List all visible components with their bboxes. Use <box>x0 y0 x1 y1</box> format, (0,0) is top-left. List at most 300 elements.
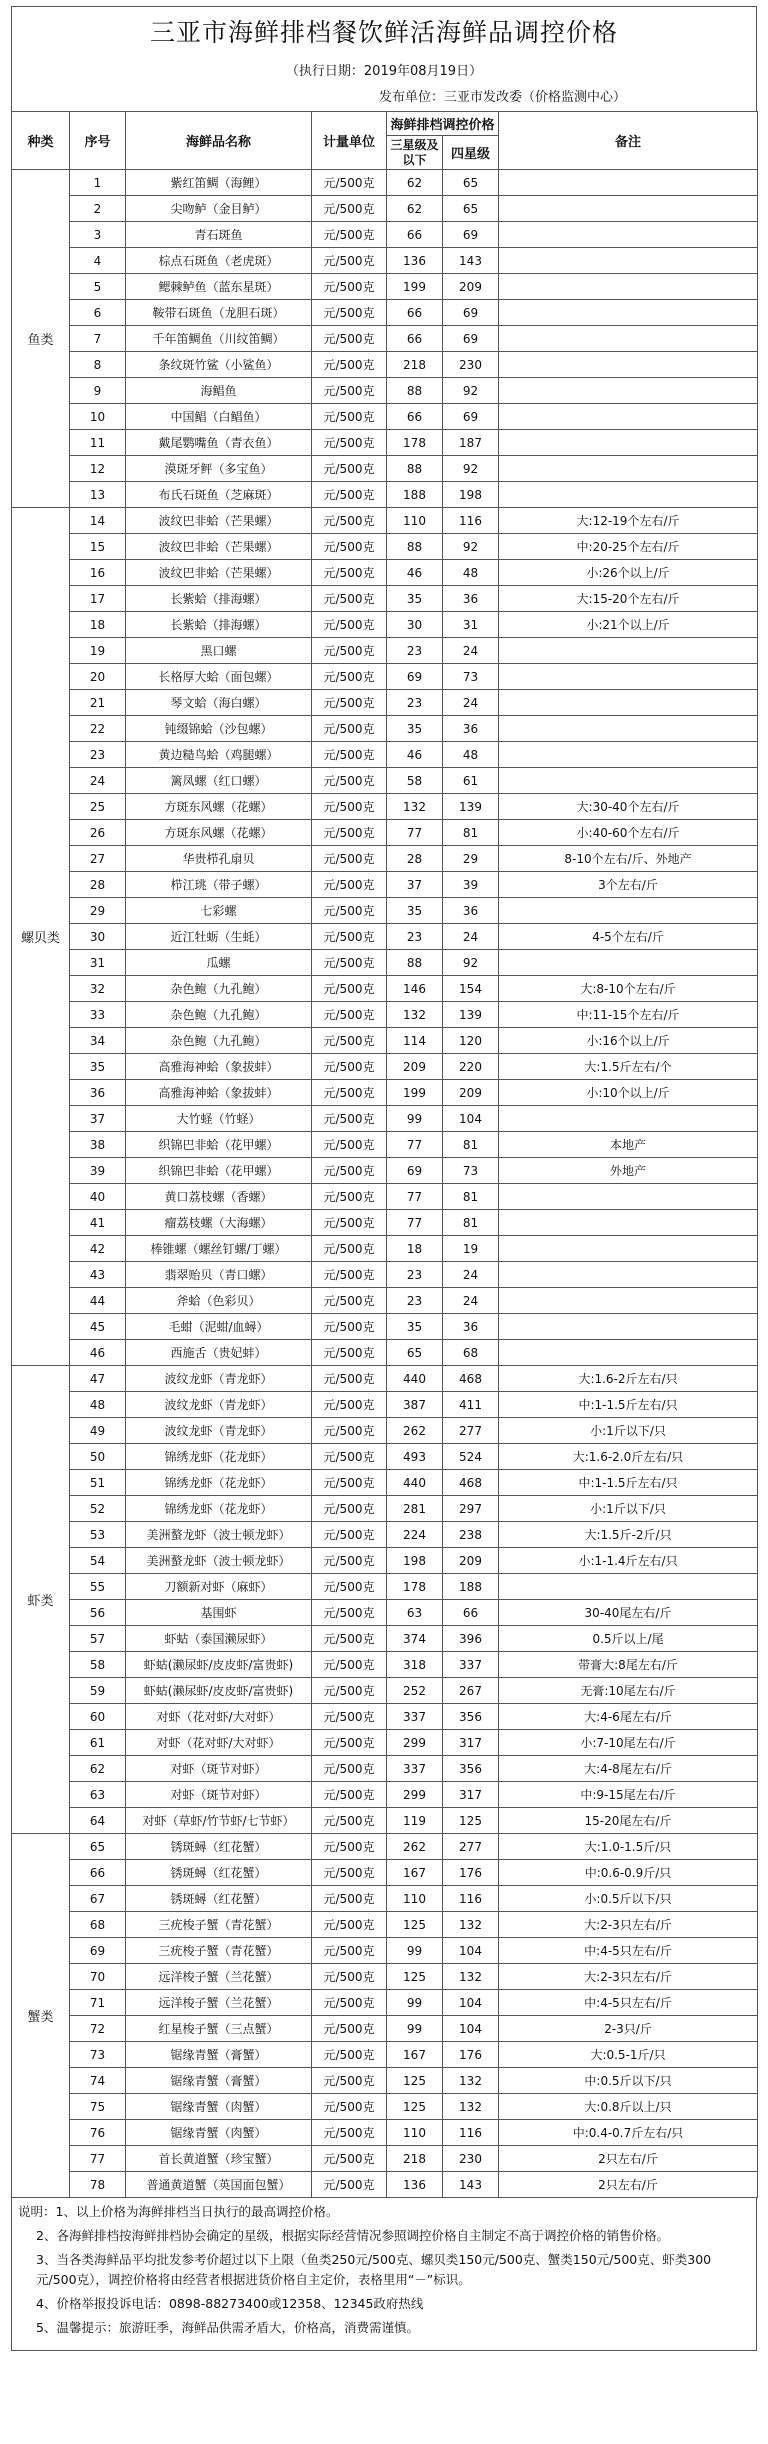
price-four-star-cell: 238 <box>443 1522 499 1548</box>
price-three-star-cell: 99 <box>387 1106 443 1132</box>
unit-cell: 元/500克 <box>312 1002 387 1028</box>
price-three-star-cell: 218 <box>387 2146 443 2172</box>
price-four-star-cell: 230 <box>443 352 499 378</box>
price-three-star-cell: 23 <box>387 924 443 950</box>
index-cell: 54 <box>70 1548 126 1574</box>
price-three-star-cell: 77 <box>387 1184 443 1210</box>
table-row <box>12 222 758 248</box>
price-four-star-cell: 65 <box>443 170 499 196</box>
unit-cell: 元/500克 <box>312 1548 387 1574</box>
unit-cell: 元/500克 <box>312 2146 387 2172</box>
index-cell: 55 <box>70 1574 126 1600</box>
index-cell: 25 <box>70 794 126 820</box>
price-four-star-cell: 104 <box>443 1990 499 2016</box>
table-row <box>12 300 758 326</box>
unit-cell: 元/500克 <box>312 2172 387 2198</box>
table-row <box>12 2042 758 2068</box>
index-cell: 62 <box>70 1756 126 1782</box>
table-row <box>12 1366 758 1392</box>
unit-cell: 元/500克 <box>312 950 387 976</box>
index-cell: 69 <box>70 1938 126 1964</box>
table-row <box>12 1860 758 1886</box>
index-cell: 19 <box>70 638 126 664</box>
table-row <box>12 1340 758 1366</box>
name-cell: 琴文蛤（海白螺） <box>126 690 312 716</box>
table-row <box>12 1444 758 1470</box>
unit-cell: 元/500克 <box>312 1678 387 1704</box>
table-row <box>12 378 758 404</box>
price-four-star-cell: 468 <box>443 1470 499 1496</box>
price-four-star-cell: 36 <box>443 1314 499 1340</box>
price-three-star-cell: 88 <box>387 950 443 976</box>
price-four-star-cell: 337 <box>443 1652 499 1678</box>
price-four-star-cell: 69 <box>443 404 499 430</box>
price-four-star-cell: 69 <box>443 222 499 248</box>
table-row <box>12 170 758 196</box>
price-three-star-cell: 114 <box>387 1028 443 1054</box>
note-cell: 小:0.5斤以下/只 <box>499 1886 758 1912</box>
price-four-star-cell: 116 <box>443 2120 499 2146</box>
note-cell <box>499 1184 758 1210</box>
index-cell: 60 <box>70 1704 126 1730</box>
price-four-star-cell: 19 <box>443 1236 499 1262</box>
table-row <box>12 1002 758 1028</box>
index-cell: 26 <box>70 820 126 846</box>
table-row <box>12 1678 758 1704</box>
unit-cell: 元/500克 <box>312 222 387 248</box>
price-three-star-cell: 23 <box>387 690 443 716</box>
price-four-star-cell: 116 <box>443 1886 499 1912</box>
unit-cell: 元/500克 <box>312 1106 387 1132</box>
index-cell: 56 <box>70 1600 126 1626</box>
unit-cell: 元/500克 <box>312 2120 387 2146</box>
note-cell: 小:1斤以下/只 <box>499 1418 758 1444</box>
note-cell <box>499 300 758 326</box>
unit-cell: 元/500克 <box>312 1626 387 1652</box>
name-cell: 红星梭子蟹（三点蟹） <box>126 2016 312 2042</box>
unit-cell: 元/500克 <box>312 170 387 196</box>
name-cell: 黄边糙鸟蛤（鸡腿螺） <box>126 742 312 768</box>
note-cell: 大:1.6-2斤左右/只 <box>499 1366 758 1392</box>
name-cell: 鞍带石斑鱼（龙胆石斑） <box>126 300 312 326</box>
name-cell: 青石斑鱼 <box>126 222 312 248</box>
table-row <box>12 1626 758 1652</box>
name-cell: 虾蛄(濑尿虾/皮皮虾/富贵虾) <box>126 1652 312 1678</box>
unit-cell: 元/500克 <box>312 1756 387 1782</box>
index-cell: 58 <box>70 1652 126 1678</box>
price-four-star-cell: 24 <box>443 690 499 716</box>
unit-cell: 元/500克 <box>312 1938 387 1964</box>
header-category: 种类 <box>12 112 70 170</box>
price-four-star-cell: 468 <box>443 1366 499 1392</box>
table-row <box>12 326 758 352</box>
index-cell: 47 <box>70 1366 126 1392</box>
unit-cell: 元/500克 <box>312 1444 387 1470</box>
price-four-star-cell: 411 <box>443 1392 499 1418</box>
name-cell: 布氏石斑鱼（芝麻斑） <box>126 482 312 508</box>
price-four-star-cell: 143 <box>443 248 499 274</box>
price-three-star-cell: 119 <box>387 1808 443 1834</box>
table-row <box>12 1574 758 1600</box>
unit-cell: 元/500克 <box>312 638 387 664</box>
index-cell: 21 <box>70 690 126 716</box>
unit-cell: 元/500克 <box>312 1496 387 1522</box>
name-cell: 高雅海神蛤（象拔蚌） <box>126 1080 312 1106</box>
index-cell: 78 <box>70 2172 126 2198</box>
price-four-star-cell: 39 <box>443 872 499 898</box>
price-four-star-cell: 317 <box>443 1730 499 1756</box>
page-title: 三亚市海鲜排档餐饮鲜活海鲜品调控价格 <box>11 6 757 59</box>
name-cell: 杂色鲍（九孔鲍） <box>126 1002 312 1028</box>
table-row <box>12 612 758 638</box>
unit-cell: 元/500克 <box>312 794 387 820</box>
name-cell: 栉江珧（带子螺） <box>126 872 312 898</box>
price-four-star-cell: 220 <box>443 1054 499 1080</box>
index-cell: 39 <box>70 1158 126 1184</box>
name-cell: 大竹蛏（竹蛏） <box>126 1106 312 1132</box>
price-three-star-cell: 178 <box>387 430 443 456</box>
unit-cell: 元/500克 <box>312 716 387 742</box>
price-four-star-cell: 132 <box>443 2068 499 2094</box>
index-cell: 66 <box>70 1860 126 1886</box>
table-row <box>12 1054 758 1080</box>
price-four-star-cell: 24 <box>443 638 499 664</box>
note-cell <box>499 716 758 742</box>
unit-cell: 元/500克 <box>312 274 387 300</box>
price-three-star-cell: 125 <box>387 1964 443 1990</box>
table-row <box>12 898 758 924</box>
index-cell: 70 <box>70 1964 126 1990</box>
price-four-star-cell: 81 <box>443 1210 499 1236</box>
price-three-star-cell: 125 <box>387 1912 443 1938</box>
table-row <box>12 482 758 508</box>
note-cell <box>499 222 758 248</box>
table-row <box>12 2068 758 2094</box>
unit-cell: 元/500克 <box>312 430 387 456</box>
price-three-star-cell: 493 <box>387 1444 443 1470</box>
unit-cell: 元/500克 <box>312 898 387 924</box>
index-cell: 29 <box>70 898 126 924</box>
price-three-star-cell: 125 <box>387 2094 443 2120</box>
index-cell: 1 <box>70 170 126 196</box>
price-four-star-cell: 188 <box>443 1574 499 1600</box>
header-index: 序号 <box>70 112 126 170</box>
header-four-star: 四星级 <box>443 136 499 170</box>
name-cell: 对虾（花对虾/大对虾） <box>126 1704 312 1730</box>
note-cell: 本地产 <box>499 1132 758 1158</box>
price-three-star-cell: 66 <box>387 300 443 326</box>
price-four-star-cell: 36 <box>443 716 499 742</box>
unit-cell: 元/500克 <box>312 1236 387 1262</box>
price-four-star-cell: 81 <box>443 820 499 846</box>
note-cell <box>499 1262 758 1288</box>
header-name: 海鲜品名称 <box>126 112 312 170</box>
name-cell: 远洋梭子蟹（兰花蟹） <box>126 1964 312 1990</box>
index-cell: 12 <box>70 456 126 482</box>
note-cell: 小:26个以上/斤 <box>499 560 758 586</box>
name-cell: 长格厚大蛤（面包螺） <box>126 664 312 690</box>
table-row <box>12 1938 758 1964</box>
index-cell: 52 <box>70 1496 126 1522</box>
index-cell: 71 <box>70 1990 126 2016</box>
price-table <box>11 111 758 2198</box>
note-cell <box>499 482 758 508</box>
name-cell: 长紫蛤（排海螺） <box>126 586 312 612</box>
table-row <box>12 2172 758 2198</box>
index-cell: 43 <box>70 1262 126 1288</box>
unit-cell: 元/500克 <box>312 508 387 534</box>
price-three-star-cell: 77 <box>387 1132 443 1158</box>
note-cell: 中:1-1.5斤左右/只 <box>499 1470 758 1496</box>
name-cell: 对虾（斑节对虾） <box>126 1782 312 1808</box>
index-cell: 42 <box>70 1236 126 1262</box>
table-row <box>12 430 758 456</box>
index-cell: 36 <box>70 1080 126 1106</box>
index-cell: 7 <box>70 326 126 352</box>
price-three-star-cell: 337 <box>387 1756 443 1782</box>
unit-cell: 元/500克 <box>312 768 387 794</box>
price-three-star-cell: 167 <box>387 1860 443 1886</box>
price-three-star-cell: 35 <box>387 716 443 742</box>
price-three-star-cell: 99 <box>387 2016 443 2042</box>
index-cell: 41 <box>70 1210 126 1236</box>
price-three-star-cell: 35 <box>387 898 443 924</box>
index-cell: 57 <box>70 1626 126 1652</box>
unit-cell: 元/500克 <box>312 1418 387 1444</box>
price-three-star-cell: 58 <box>387 768 443 794</box>
price-three-star-cell: 30 <box>387 612 443 638</box>
note-cell: 中:9-15尾左右/斤 <box>499 1782 758 1808</box>
note-cell: 大:0.8斤以上/只 <box>499 2094 758 2120</box>
name-cell: 瓜螺 <box>126 950 312 976</box>
note-cell: 大:1.0-1.5斤/只 <box>499 1834 758 1860</box>
unit-cell: 元/500克 <box>312 560 387 586</box>
price-four-star-cell: 277 <box>443 1418 499 1444</box>
name-cell: 条纹斑竹鲨（小鲨鱼） <box>126 352 312 378</box>
index-cell: 13 <box>70 482 126 508</box>
note-cell: 中:0.6-0.9斤/只 <box>499 1860 758 1886</box>
price-three-star-cell: 69 <box>387 1158 443 1184</box>
unit-cell: 元/500克 <box>312 1288 387 1314</box>
price-three-star-cell: 374 <box>387 1626 443 1652</box>
table-row <box>12 716 758 742</box>
price-four-star-cell: 61 <box>443 768 499 794</box>
index-cell: 24 <box>70 768 126 794</box>
note-cell <box>499 170 758 196</box>
name-cell: 七彩螺 <box>126 898 312 924</box>
index-cell: 3 <box>70 222 126 248</box>
unit-cell: 元/500克 <box>312 248 387 274</box>
index-cell: 31 <box>70 950 126 976</box>
unit-cell: 元/500克 <box>312 1782 387 1808</box>
publisher: 发布单位：三亚市发改委（价格监测中心） <box>11 85 757 111</box>
index-cell: 61 <box>70 1730 126 1756</box>
name-cell: 织锦巴非蛤（花甲螺） <box>126 1132 312 1158</box>
effective-date: （执行日期：2019年08月19日） <box>11 59 757 85</box>
table-row <box>12 846 758 872</box>
table-row <box>12 1756 758 1782</box>
name-cell: 波纹龙虾（青龙虾） <box>126 1366 312 1392</box>
unit-cell: 元/500克 <box>312 1574 387 1600</box>
unit-cell: 元/500克 <box>312 664 387 690</box>
name-cell: 虾蛄(濑尿虾/皮皮虾/富贵虾) <box>126 1678 312 1704</box>
price-four-star-cell: 92 <box>443 378 499 404</box>
table-row <box>12 1314 758 1340</box>
note-cell: 8-10个左右/斤、外地产 <box>499 846 758 872</box>
price-three-star-cell: 218 <box>387 352 443 378</box>
note-cell: 大:1.5斤-2斤/只 <box>499 1522 758 1548</box>
note-cell <box>499 430 758 456</box>
name-cell: 远洋梭子蟹（兰花蟹） <box>126 1990 312 2016</box>
price-three-star-cell: 23 <box>387 638 443 664</box>
table-row <box>12 1288 758 1314</box>
index-cell: 44 <box>70 1288 126 1314</box>
index-cell: 50 <box>70 1444 126 1470</box>
name-cell: 对虾（草虾/竹节虾/七节虾） <box>126 1808 312 1834</box>
name-cell: 戴尾鹦嘴鱼（青衣鱼） <box>126 430 312 456</box>
price-four-star-cell: 524 <box>443 1444 499 1470</box>
price-three-star-cell: 88 <box>387 378 443 404</box>
note-cell: 中:4-5只左右/斤 <box>499 1990 758 2016</box>
index-cell: 37 <box>70 1106 126 1132</box>
price-three-star-cell: 88 <box>387 534 443 560</box>
note-cell: 大:2-3只左右/斤 <box>499 1964 758 1990</box>
unit-cell: 元/500克 <box>312 456 387 482</box>
index-cell: 63 <box>70 1782 126 1808</box>
price-four-star-cell: 24 <box>443 1288 499 1314</box>
note-cell: 中:1-1.5斤左右/只 <box>499 1392 758 1418</box>
price-four-star-cell: 139 <box>443 1002 499 1028</box>
price-three-star-cell: 62 <box>387 196 443 222</box>
name-cell: 方斑东风螺（花螺） <box>126 820 312 846</box>
index-cell: 18 <box>70 612 126 638</box>
name-cell: 杂色鲍（九孔鲍） <box>126 976 312 1002</box>
note-cell <box>499 1340 758 1366</box>
unit-cell: 元/500克 <box>312 2016 387 2042</box>
note-cell: 无膏:10尾左右/斤 <box>499 1678 758 1704</box>
note-cell: 小:7-10尾左右/斤 <box>499 1730 758 1756</box>
table-row <box>12 1418 758 1444</box>
note-cell <box>499 1314 758 1340</box>
name-cell: 方斑东风螺（花螺） <box>126 794 312 820</box>
price-three-star-cell: 224 <box>387 1522 443 1548</box>
note-cell: 30-40尾左右/斤 <box>499 1600 758 1626</box>
name-cell: 长紫蛤（排海螺） <box>126 612 312 638</box>
unit-cell: 元/500克 <box>312 300 387 326</box>
name-cell: 美洲螯龙虾（波士顿龙虾） <box>126 1548 312 1574</box>
header-price-group: 海鲜排档调控价格 <box>387 112 499 136</box>
note-cell <box>499 1236 758 1262</box>
price-three-star-cell: 46 <box>387 560 443 586</box>
price-four-star-cell: 65 <box>443 196 499 222</box>
price-three-star-cell: 63 <box>387 1600 443 1626</box>
unit-cell: 元/500克 <box>312 1886 387 1912</box>
price-four-star-cell: 209 <box>443 274 499 300</box>
unit-cell: 元/500克 <box>312 1158 387 1184</box>
table-row <box>12 1782 758 1808</box>
name-cell: 高雅海神蛤（象拔蚌） <box>126 1054 312 1080</box>
note-cell <box>499 326 758 352</box>
price-three-star-cell: 23 <box>387 1262 443 1288</box>
index-cell: 35 <box>70 1054 126 1080</box>
table-row <box>12 1808 758 1834</box>
index-cell: 23 <box>70 742 126 768</box>
name-cell: 华贵栉孔扇贝 <box>126 846 312 872</box>
price-three-star-cell: 299 <box>387 1782 443 1808</box>
price-four-star-cell: 267 <box>443 1678 499 1704</box>
index-cell: 68 <box>70 1912 126 1938</box>
table-row <box>12 1704 758 1730</box>
price-four-star-cell: 48 <box>443 560 499 586</box>
unit-cell: 元/500克 <box>312 924 387 950</box>
table-row <box>12 352 758 378</box>
name-cell: 锈斑蟳（红花蟹） <box>126 1860 312 1886</box>
price-three-star-cell: 337 <box>387 1704 443 1730</box>
name-cell: 普通黄道蟹（英国面包蟹） <box>126 2172 312 2198</box>
note-cell: 4-5个左右/斤 <box>499 924 758 950</box>
price-three-star-cell: 318 <box>387 1652 443 1678</box>
unit-cell: 元/500克 <box>312 1912 387 1938</box>
index-cell: 48 <box>70 1392 126 1418</box>
index-cell: 38 <box>70 1132 126 1158</box>
index-cell: 32 <box>70 976 126 1002</box>
table-row <box>12 1652 758 1678</box>
unit-cell: 元/500克 <box>312 586 387 612</box>
index-cell: 74 <box>70 2068 126 2094</box>
note-4: 4、价格举报投诉电话：0898-88273400或12358、12345政府热线 <box>36 2296 424 2311</box>
price-four-star-cell: 24 <box>443 924 499 950</box>
note-cell <box>499 768 758 794</box>
note-cell: 15-20尾左右/斤 <box>499 1808 758 1834</box>
name-cell: 毛蚶（泥蚶/血蟳） <box>126 1314 312 1340</box>
unit-cell: 元/500克 <box>312 1392 387 1418</box>
price-three-star-cell: 262 <box>387 1418 443 1444</box>
name-cell: 锦绣龙虾（花龙虾） <box>126 1470 312 1496</box>
table-row <box>12 950 758 976</box>
price-four-star-cell: 92 <box>443 456 499 482</box>
category-cell: 鱼类 <box>12 170 70 508</box>
table-row <box>12 924 758 950</box>
table-row <box>12 1912 758 1938</box>
name-cell: 西施舌（贵妃蚌） <box>126 1340 312 1366</box>
price-four-star-cell: 132 <box>443 1912 499 1938</box>
name-cell: 钝缀锦蛤（沙包螺） <box>126 716 312 742</box>
name-cell: 基围虾 <box>126 1600 312 1626</box>
price-three-star-cell: 132 <box>387 794 443 820</box>
table-row <box>12 1548 758 1574</box>
price-three-star-cell: 35 <box>387 586 443 612</box>
table-row <box>12 1470 758 1496</box>
price-four-star-cell: 125 <box>443 1808 499 1834</box>
price-four-star-cell: 356 <box>443 1756 499 1782</box>
note-cell: 小:21个以上/斤 <box>499 612 758 638</box>
unit-cell: 元/500克 <box>312 1080 387 1106</box>
note-cell: 小:16个以上/斤 <box>499 1028 758 1054</box>
note-cell: 外地产 <box>499 1158 758 1184</box>
price-three-star-cell: 262 <box>387 1834 443 1860</box>
price-three-star-cell: 440 <box>387 1366 443 1392</box>
price-three-star-cell: 110 <box>387 2120 443 2146</box>
table-row <box>12 1392 758 1418</box>
index-cell: 59 <box>70 1678 126 1704</box>
name-cell: 锦绣龙虾（花龙虾） <box>126 1496 312 1522</box>
price-four-star-cell: 73 <box>443 664 499 690</box>
price-four-star-cell: 139 <box>443 794 499 820</box>
note-cell: 中:11-15个左右/斤 <box>499 1002 758 1028</box>
note-cell: 小:10个以上/斤 <box>499 1080 758 1106</box>
price-four-star-cell: 176 <box>443 2042 499 2068</box>
price-three-star-cell: 23 <box>387 1288 443 1314</box>
